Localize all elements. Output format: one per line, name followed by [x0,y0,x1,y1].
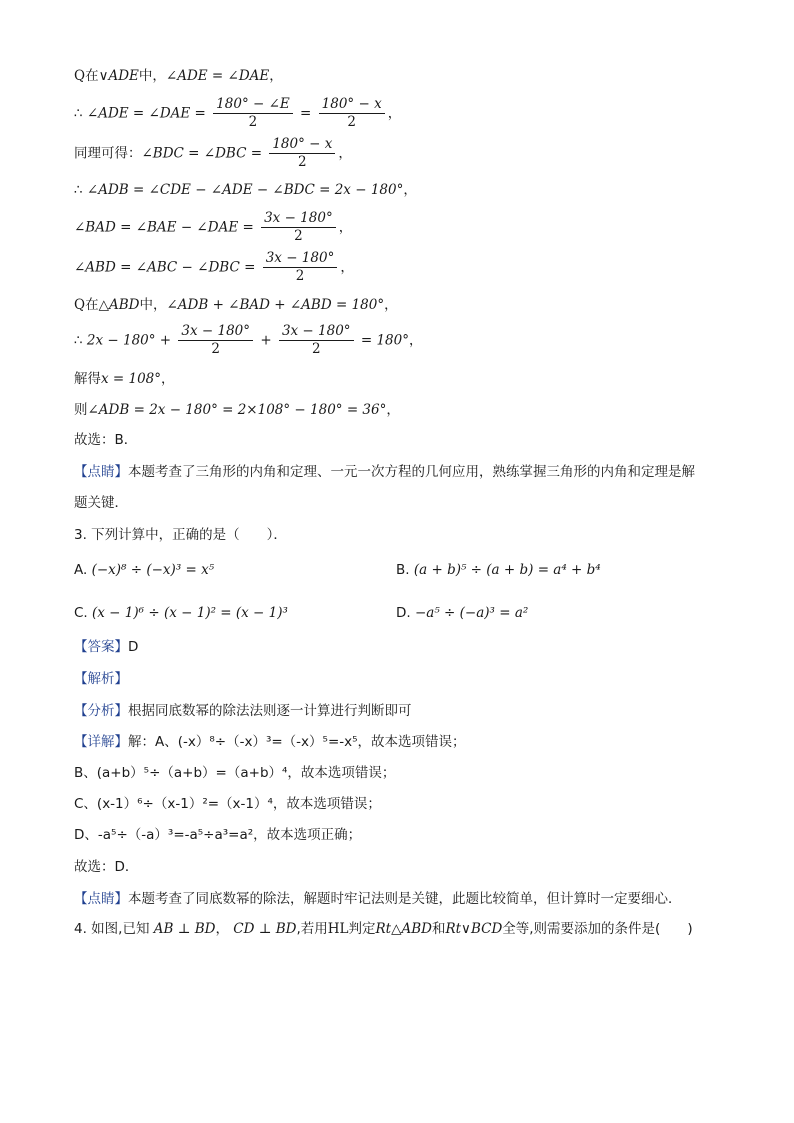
math-equation: ∠ADE = ∠DAE [165,68,270,84]
text: 在 [85,297,99,313]
text: 4. 如图,已知 [74,921,150,937]
option-expression: −a⁵ ÷ (−a)³ = a² [414,605,529,621]
fraction-numerator: 180° − ∠E [213,96,293,114]
line-4 [74,180,417,200]
math-expression: 2x − 180° + [86,332,172,349]
fraction [261,210,336,245]
because-symbol: Q [74,297,86,313]
fraction [263,250,338,285]
xiangjie-line-d: D、-a⁵÷（-a）³=-a⁵÷a³=a²，故本选项正确； [74,827,362,843]
math-equation: x = 108° [101,371,162,387]
text: ， [161,371,175,387]
analysis-heading [74,669,128,689]
section-tag: 【点睛】 [74,891,128,907]
line-12 [74,462,695,482]
therefore-symbol: ∴ [74,105,83,122]
option-expression: (−x)⁸ ÷ (−x)³ = x⁵ [91,562,215,578]
fraction-denominator: 2 [248,114,258,130]
fraction-denominator: 2 [211,341,221,357]
text: 解得 [74,371,101,387]
math-expression: CD ⊥ BD [233,921,297,937]
section-tag: 【解析】 [74,671,128,687]
fraction [319,96,385,131]
fraction-numerator: 3x − 180° [178,323,253,341]
fraction-numerator: 3x − 180° [261,210,336,228]
text: ， [403,182,417,198]
fraction [213,96,293,131]
option-expression: (x − 1)⁶ ÷ (x − 1)² = (x − 1)³ [92,605,288,621]
math-expression: AB ⊥ BD [153,921,216,937]
section-tag: 【分析】 [74,703,128,719]
option-label: B. [396,562,410,578]
fraction-numerator: 3x − 180° [263,250,338,268]
therefore-symbol: ∴ [74,182,83,198]
question-4-stem [74,919,693,939]
fraction [269,136,335,171]
math-triangle: △ABD [98,297,140,313]
fraction-denominator: 2 [294,228,303,244]
line-9 [74,369,175,389]
option-label: D. [396,605,411,621]
section-tag: 【点睛】 [74,464,128,480]
text: 本题考查了同底数幂的除法，解题时牢记法则是关键，此题比较简单，但计算时一定要细心． [128,891,682,907]
plus-sign: + [260,332,272,349]
text: ， [387,105,402,122]
text: 和 [431,921,446,937]
option-label: C. [74,605,88,621]
math-expression: Rt∨BCD [445,921,503,937]
therefore-symbol: ∴ [74,332,83,349]
text: ， [269,68,283,84]
xiangjie-line-c: C、(x-1）⁶÷（x-1）²=（x-1）⁴，故本选项错误； [74,796,381,812]
fraction-denominator: 2 [347,114,356,130]
text: ， [386,402,400,418]
math-equation: ∠ADB + ∠BAD + ∠ABD = 180° [166,297,385,313]
answer-line [74,637,138,657]
option-label: A. [74,562,88,578]
text: ， [338,145,352,162]
line-10 [74,400,400,420]
xiangjie-line-a [74,732,466,752]
fraction [178,323,253,358]
math-equation: ∠ADB = ∠CDE − ∠ADE − ∠BDC = 2x − 180° [86,182,404,198]
line-13: 题关键． [74,495,128,511]
math-equation: ∠ABD = ∠ABC − ∠DBC = [74,259,256,276]
text: 同理可得： [74,145,142,162]
fraction-numerator: 3x − 180° [279,323,354,341]
line-1 [74,66,283,86]
text: 中， [139,297,167,313]
dianjing-line [74,889,682,909]
option-d [396,603,528,623]
fraction-denominator: 2 [311,341,321,357]
line-8 [74,323,422,358]
option-c [74,603,288,623]
line-2 [74,96,401,131]
option-b [396,560,601,580]
math-expression: = 180° [360,332,409,349]
line-6 [74,250,354,285]
question-3-stem: 3. 下列计算中，正确的是（ ）． [74,527,287,543]
text: 则 [74,402,88,418]
text: ， [408,332,423,349]
line-5 [74,210,352,245]
text: 本题考查了三角形的内角和定理、一元一次方程的几何应用，熟练掌握三角形的内角和定理是解 [128,464,695,480]
equals-sign: = [300,105,312,122]
because-symbol: Q [74,68,86,84]
math-equation: ∠ADB = 2x − 180° = 2×108° − 180° = 36° [87,402,387,418]
math-expression: Rt△ABD [375,921,432,937]
math-equation: ∠BDC = ∠DBC = [141,145,263,162]
fenxi-line [74,701,412,721]
fraction [279,323,354,358]
fraction-denominator: 2 [298,154,307,170]
math-triangle: ∨ADE [98,68,139,84]
line-7 [74,295,398,315]
section-tag: 【详解】 [74,734,128,750]
text: 全等,则需要添加的条件是( ) [502,921,693,937]
text: ， [215,921,229,937]
answer-value: D [128,639,139,655]
text: ， [384,297,398,313]
text: ， [340,259,354,276]
line-11: 故选：B． [74,432,138,448]
text: 根据同底数幂的除法法则逐一计算进行判断即可 [128,703,412,719]
text: 中， [138,68,166,84]
option-a [74,560,214,580]
xiangjie-line-b: B、(a+b）⁵÷（a+b）=（a+b）⁴，故本选项错误； [74,765,396,781]
math-expression: HL [327,921,349,937]
option-expression: (a + b)⁵ ÷ (a + b) = a⁴ + b⁴ [413,562,601,578]
text: 解：A、(-x）⁸÷（-x）³=（-x）⁵=-x⁵，故本选项错误； [128,734,466,750]
fraction-numerator: 180° − x [319,96,385,114]
fraction-numerator: 180° − x [269,136,335,154]
select-line: 故选：D． [74,859,139,875]
text: ， [338,219,353,236]
math-equation: ∠BAD = ∠BAE − ∠DAE = [74,219,254,236]
line-3 [74,136,352,171]
text: ,若用 [296,921,328,937]
fraction-denominator: 2 [295,268,305,284]
math-equation: ∠ADE = ∠DAE = [86,105,206,122]
section-tag: 【答案】 [74,639,128,655]
text: 在 [85,68,99,84]
text: 判定 [348,921,376,937]
